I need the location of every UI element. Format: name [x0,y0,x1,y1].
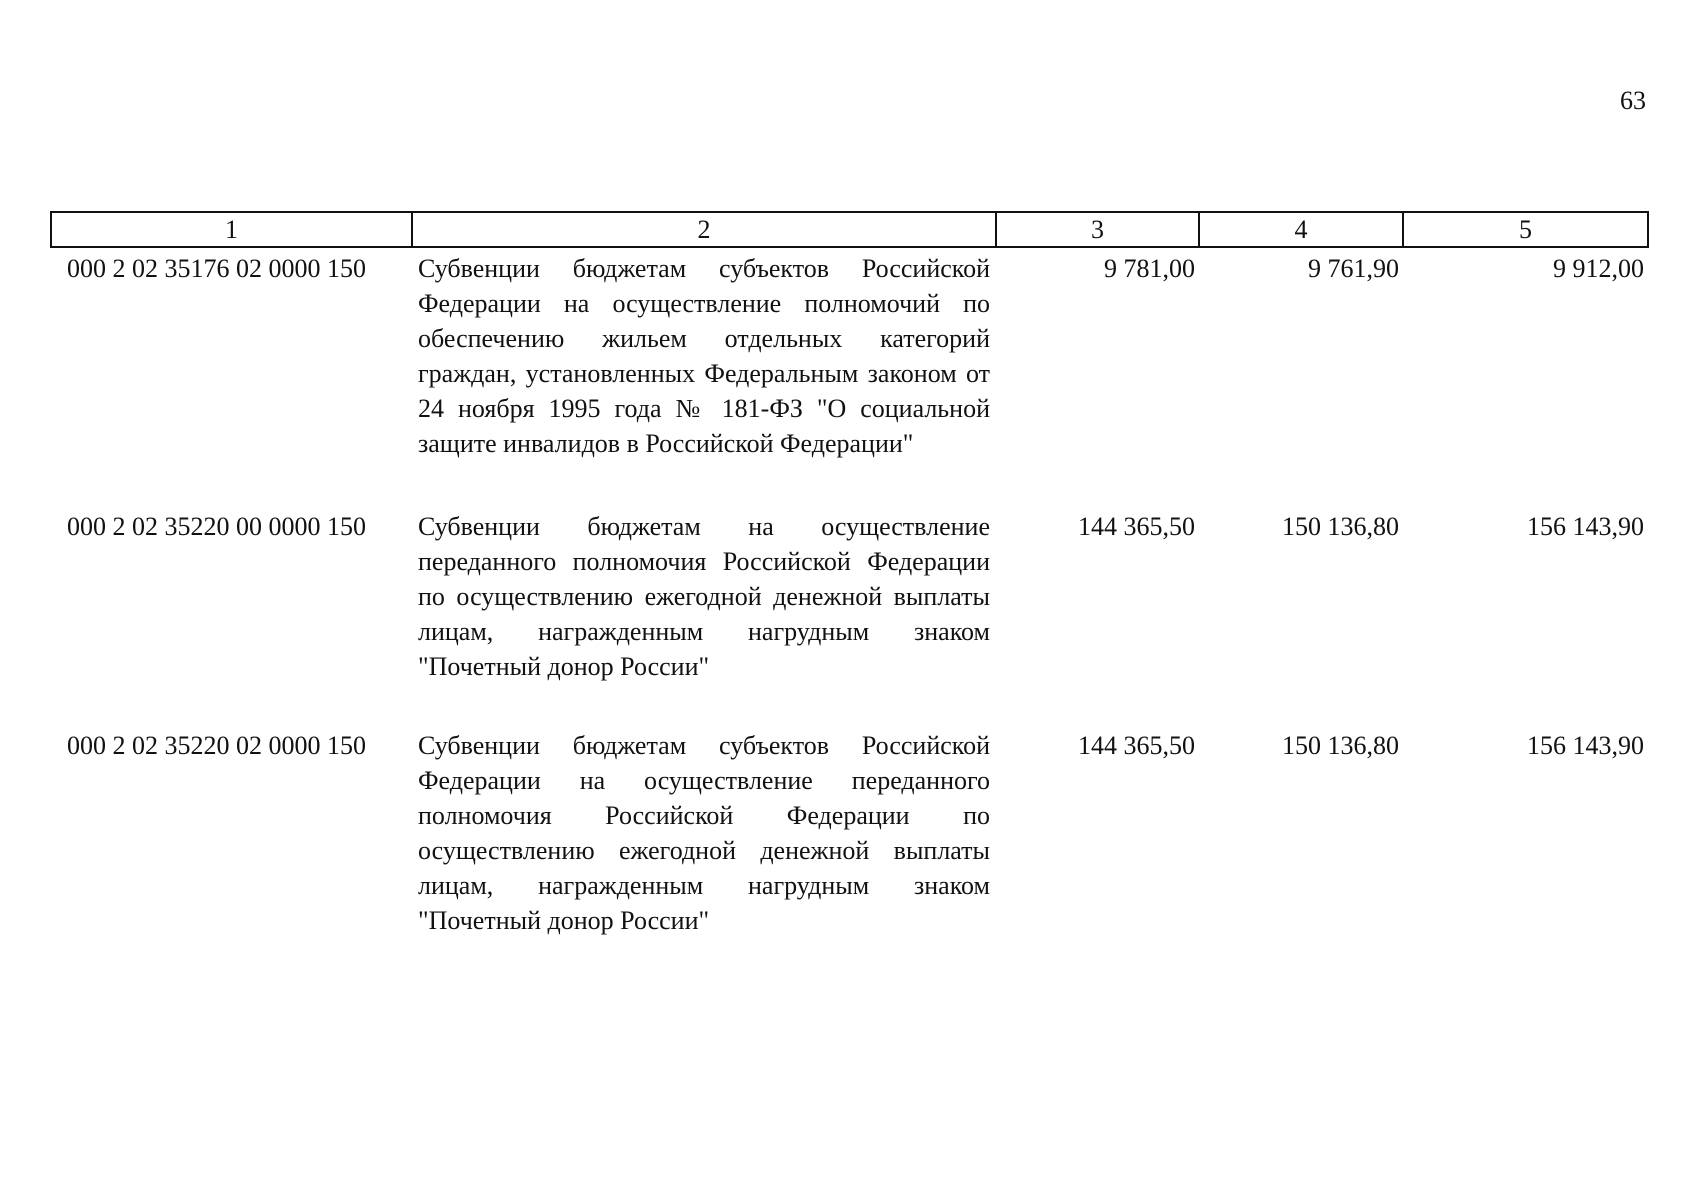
budget-table [50,211,1649,938]
income-name: Субвенции бюджетам субъектов Российской Федерации на осуществление переданного полномочия Российской Федерации по осуществлению ежегодной денежной выплаты лицам, награжденным нагрудным знаком "Почетный донор России" [418,731,990,935]
amount-col-3: 144 365,50 [1078,512,1195,541]
header-col-2: 2 [412,212,996,247]
table-header [51,212,1648,247]
budget-code: 000 2 02 35220 02 0000 150 [67,731,366,760]
header-col-4: 4 [1199,212,1403,247]
table-body [51,247,1648,938]
page-number: 63 [1620,86,1646,115]
amount-col-4: 150 136,80 [1282,512,1399,541]
header-col-5: 5 [1403,212,1648,247]
table-row [51,509,1648,728]
amount-col-5: 9 912,00 [1553,254,1644,283]
income-name: Субвенции бюджетам на осуществление переданного полномочия Российской Федерации по осуществлению ежегодной денежной выплаты лицам, награжденным нагрудным знаком "Почетный донор России" [418,512,990,681]
income-name: Субвенции бюджетам субъектов Российской Федерации на осуществление полномочий по обеспечению жильем отдельных категорий граждан, установленных Федеральным законом от 24 ноября 1995 года № 181-ФЗ "О социальной защите инвалидов в Российской Федерации" [418,254,990,458]
table-row [51,728,1648,938]
budget-code: 000 2 02 35176 02 0000 150 [67,254,366,283]
amount-col-3: 9 781,00 [1104,254,1195,283]
amount-col-3: 144 365,50 [1078,731,1195,760]
amount-col-5: 156 143,90 [1527,512,1644,541]
table-row [51,247,1648,509]
header-row [51,212,1648,247]
amount-col-5: 156 143,90 [1527,731,1644,760]
header-col-1: 1 [51,212,412,247]
amount-col-4: 9 761,90 [1308,254,1399,283]
budget-code: 000 2 02 35220 00 0000 150 [67,512,366,541]
amount-col-4: 150 136,80 [1282,731,1399,760]
header-col-3: 3 [996,212,1199,247]
